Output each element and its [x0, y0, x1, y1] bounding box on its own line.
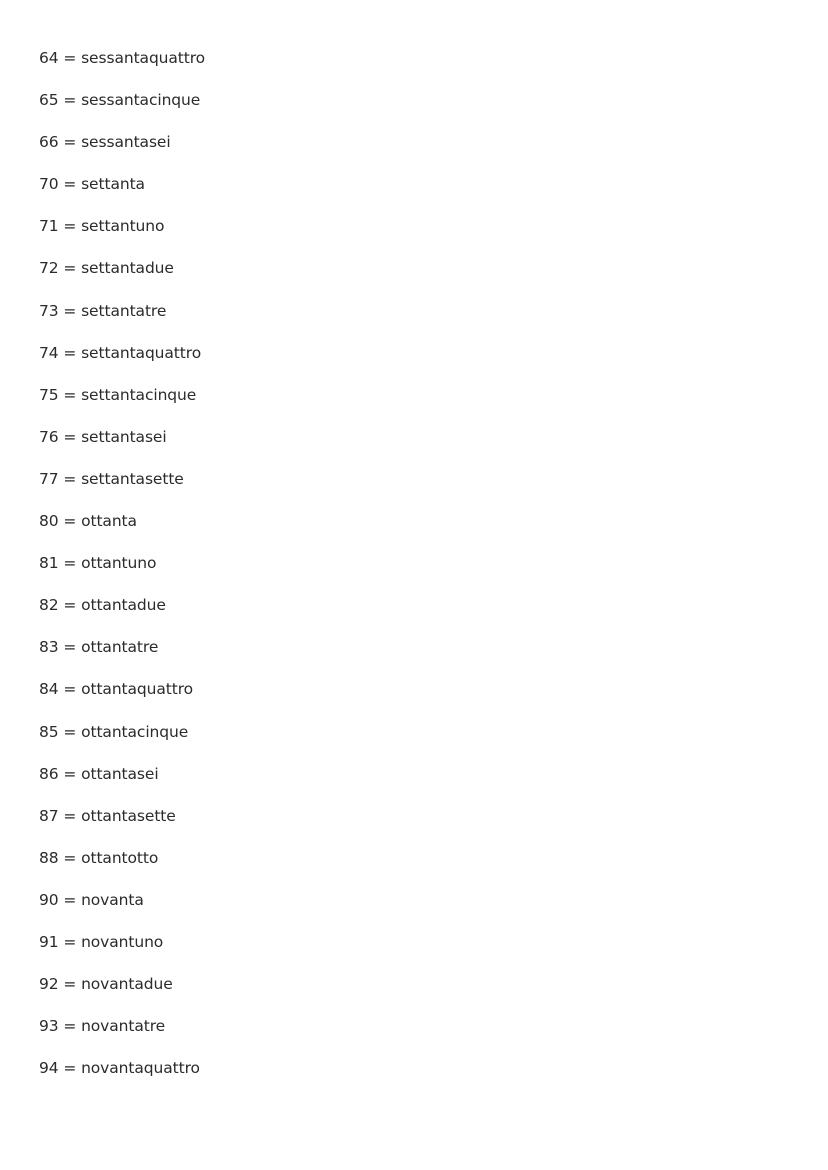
number-value: 84 — [39, 680, 59, 699]
number-value: 86 — [39, 764, 59, 783]
number-value: 93 — [39, 1017, 59, 1036]
italian-word: novantadue — [81, 975, 173, 994]
list-item — [39, 173, 799, 215]
number-value: 85 — [39, 722, 59, 741]
equals-separator: = — [58, 133, 82, 152]
equals-separator: = — [58, 638, 82, 657]
list-item — [39, 847, 799, 889]
list-item — [39, 468, 799, 510]
number-value: 87 — [39, 806, 59, 825]
number-value: 75 — [39, 385, 59, 404]
list-item — [39, 131, 799, 173]
list-item — [39, 931, 799, 973]
list-item — [39, 215, 799, 257]
number-value: 70 — [39, 175, 59, 194]
italian-word: ottanta — [81, 512, 137, 531]
equals-separator: = — [58, 680, 82, 699]
italian-word: novantatre — [81, 1017, 166, 1036]
number-value: 73 — [39, 301, 59, 320]
list-item — [39, 342, 799, 384]
equals-separator: = — [58, 512, 82, 531]
equals-separator: = — [58, 259, 82, 278]
equals-separator: = — [58, 596, 82, 615]
italian-word: sessantaquattro — [81, 49, 206, 67]
equals-separator: = — [58, 848, 82, 867]
document-page — [39, 47, 799, 1099]
italian-word: settantacinque — [81, 385, 197, 404]
list-item — [39, 805, 799, 847]
equals-separator: = — [58, 469, 82, 488]
list-item — [39, 426, 799, 468]
equals-separator: = — [58, 91, 82, 110]
italian-word: settantatre — [81, 301, 167, 320]
equals-separator: = — [58, 301, 82, 320]
equals-separator: = — [58, 1059, 82, 1078]
italian-word: settantaquattro — [81, 343, 202, 362]
italian-word: ottantatre — [81, 638, 159, 657]
number-value: 77 — [39, 469, 59, 488]
number-value: 92 — [39, 975, 59, 994]
number-value: 88 — [39, 848, 59, 867]
italian-word: novantuno — [81, 932, 164, 951]
list-item — [39, 594, 799, 636]
number-value: 71 — [39, 217, 59, 236]
number-word-list — [39, 47, 799, 1099]
list-item — [39, 300, 799, 342]
number-value: 64 — [39, 49, 59, 67]
italian-word: settantasette — [81, 469, 184, 488]
italian-word: novanta — [81, 890, 144, 909]
italian-word: ottantaquattro — [81, 680, 194, 699]
italian-word: ottantadue — [81, 596, 166, 615]
italian-word: ottantuno — [81, 554, 157, 573]
list-item — [39, 47, 799, 89]
equals-separator: = — [58, 343, 82, 362]
list-item — [39, 89, 799, 131]
list-item — [39, 384, 799, 426]
equals-separator: = — [58, 385, 82, 404]
equals-separator: = — [58, 932, 82, 951]
list-item — [39, 636, 799, 678]
equals-separator: = — [58, 554, 82, 573]
equals-separator: = — [58, 764, 82, 783]
italian-word: sessantasei — [81, 133, 171, 152]
list-item — [39, 889, 799, 931]
number-value: 94 — [39, 1059, 59, 1078]
italian-word: ottantasette — [81, 806, 176, 825]
list-item — [39, 763, 799, 805]
equals-separator: = — [58, 806, 82, 825]
italian-word: settantasei — [81, 427, 167, 446]
number-value: 76 — [39, 427, 59, 446]
number-value: 65 — [39, 91, 59, 110]
list-item — [39, 973, 799, 1015]
list-item — [39, 1057, 799, 1099]
equals-separator: = — [58, 427, 82, 446]
number-value: 83 — [39, 638, 59, 657]
equals-separator: = — [58, 722, 82, 741]
equals-separator: = — [58, 975, 82, 994]
list-item — [39, 257, 799, 299]
italian-word: ottantotto — [81, 848, 159, 867]
number-value: 80 — [39, 512, 59, 531]
list-item — [39, 552, 799, 594]
list-item — [39, 678, 799, 720]
number-value: 74 — [39, 343, 59, 362]
equals-separator: = — [58, 1017, 82, 1036]
number-value: 82 — [39, 596, 59, 615]
number-value: 66 — [39, 133, 59, 152]
equals-separator: = — [58, 49, 82, 67]
list-item — [39, 510, 799, 552]
number-value: 91 — [39, 932, 59, 951]
equals-separator: = — [58, 175, 82, 194]
italian-word: novantaquattro — [81, 1059, 200, 1078]
italian-word: ottantasei — [81, 764, 159, 783]
italian-word: sessantacinque — [81, 91, 201, 110]
italian-word: settantadue — [81, 259, 174, 278]
number-value: 81 — [39, 554, 59, 573]
italian-word: ottantacinque — [81, 722, 189, 741]
equals-separator: = — [58, 890, 82, 909]
number-value: 72 — [39, 259, 59, 278]
list-item — [39, 1015, 799, 1057]
list-item — [39, 721, 799, 763]
italian-word: settantuno — [81, 217, 165, 236]
number-value: 90 — [39, 890, 59, 909]
equals-separator: = — [58, 217, 82, 236]
italian-word: settanta — [81, 175, 145, 194]
